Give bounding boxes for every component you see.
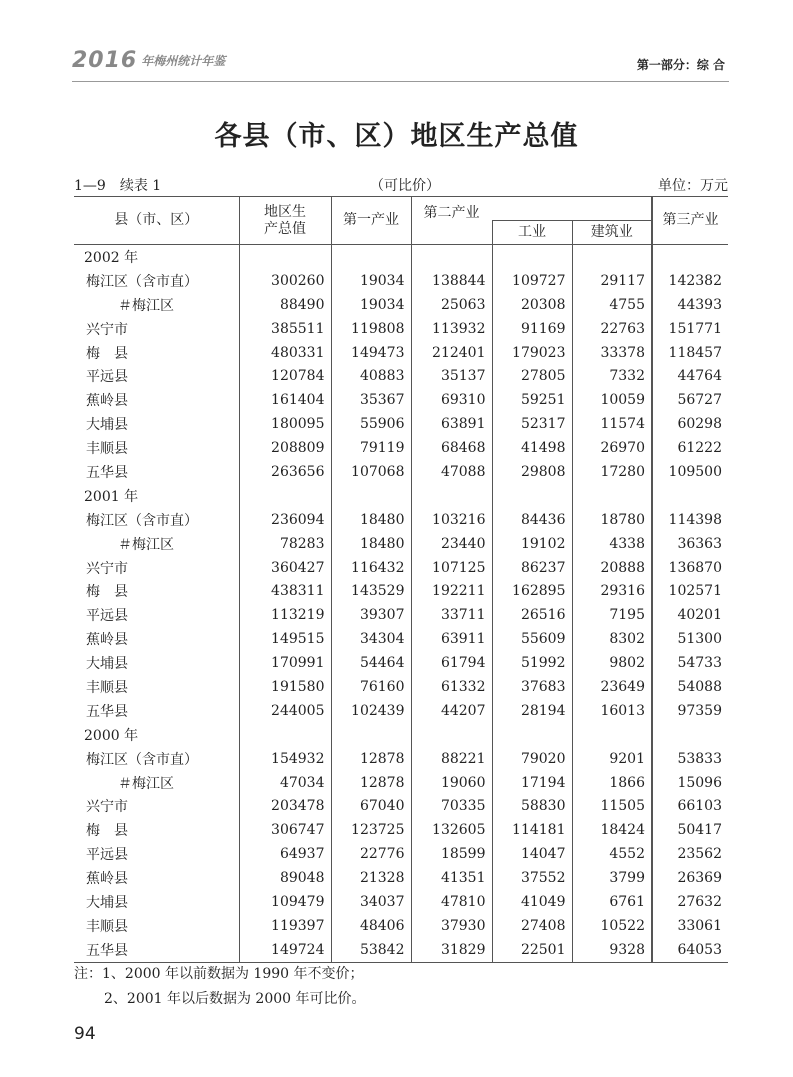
cell-industry: 27805 (492, 364, 572, 388)
cell-secondary: 61332 (411, 675, 492, 699)
cell-industry: 58830 (492, 794, 572, 818)
cell-secondary: 212401 (411, 341, 492, 365)
cell-secondary: 63911 (411, 627, 492, 651)
cell-tertiary: 66103 (652, 794, 728, 818)
cell-industry: 162895 (492, 579, 572, 603)
cell-tertiary: 56727 (652, 388, 728, 412)
cell-tertiary: 114398 (652, 508, 728, 532)
empty-cell (331, 723, 411, 747)
cell-primary: 102439 (331, 699, 411, 723)
cell-secondary: 69310 (411, 388, 492, 412)
cell-industry: 19102 (492, 532, 572, 556)
empty-cell (331, 245, 411, 269)
cell-region: ＃梅江区 (118, 536, 174, 553)
cell-tertiary: 44764 (652, 364, 728, 388)
table-row (74, 627, 728, 651)
cell-tertiary: 60298 (652, 412, 728, 436)
table-row (74, 771, 728, 795)
cell-gdp: 64937 (239, 842, 331, 866)
yearbook-title (72, 48, 225, 73)
section-label: 第一部分：综 合 (636, 58, 725, 72)
book-title: 年梅州统计年鉴 (141, 54, 226, 68)
cell-construction: 4552 (572, 842, 652, 866)
empty-cell (572, 245, 652, 269)
cell-primary: 149473 (331, 341, 411, 365)
cell-industry: 86237 (492, 556, 572, 580)
col-header-secondary-breakdown (492, 197, 652, 221)
cell-industry: 109727 (492, 269, 572, 293)
cell-primary: 34037 (331, 890, 411, 914)
cell-secondary: 107125 (411, 556, 492, 580)
empty-cell (411, 484, 492, 508)
cell-primary: 12878 (331, 747, 411, 771)
cell-secondary: 18599 (411, 842, 492, 866)
empty-cell (572, 723, 652, 747)
cell-region: 蕉岭县 (86, 871, 128, 888)
table-row (74, 579, 728, 603)
empty-cell (239, 245, 331, 269)
table-row (74, 341, 728, 365)
cell-primary: 76160 (331, 675, 411, 699)
cell-secondary: 61794 (411, 651, 492, 675)
cell-secondary: 31829 (411, 938, 492, 962)
table-row (74, 364, 728, 388)
cell-secondary: 103216 (411, 508, 492, 532)
page-title: 各县（市、区）地区生产总值 (214, 121, 579, 152)
cell-region: 蕉岭县 (86, 393, 128, 410)
cell-construction: 22763 (572, 317, 652, 341)
table-row (74, 460, 728, 484)
cell-gdp: 208809 (239, 436, 331, 460)
cell-primary: 22776 (331, 842, 411, 866)
cell-secondary: 70335 (411, 794, 492, 818)
empty-cell (492, 245, 572, 269)
cell-construction: 10059 (572, 388, 652, 412)
cell-construction: 11505 (572, 794, 652, 818)
cell-tertiary: 53833 (652, 747, 728, 771)
table-row (74, 794, 728, 818)
cell-gdp: 78283 (239, 532, 331, 556)
empty-cell (411, 723, 492, 747)
cell-construction: 26970 (572, 436, 652, 460)
cell-tertiary: 26369 (652, 866, 728, 890)
cell-region: 五华县 (86, 464, 128, 481)
cell-industry: 79020 (492, 747, 572, 771)
cell-gdp: 480331 (239, 341, 331, 365)
year-row (74, 723, 728, 747)
cell-region: ＃梅江区 (118, 775, 174, 792)
cell-industry: 59251 (492, 388, 572, 412)
cell-tertiary: 97359 (652, 699, 728, 723)
cell-construction: 18780 (572, 508, 652, 532)
table-row (74, 890, 728, 914)
empty-cell (492, 484, 572, 508)
cell-region: ＃梅江区 (118, 297, 174, 314)
cell-construction: 29117 (572, 269, 652, 293)
cell-construction: 33378 (572, 341, 652, 365)
cell-industry: 114181 (492, 818, 572, 842)
cell-gdp: 263656 (239, 460, 331, 484)
cell-secondary: 47810 (411, 890, 492, 914)
cell-industry: 37552 (492, 866, 572, 890)
cell-gdp: 203478 (239, 794, 331, 818)
cell-gdp: 149515 (239, 627, 331, 651)
cell-gdp: 113219 (239, 603, 331, 627)
cell-region: 兴宁市 (86, 560, 128, 577)
price-basis: （可比价） (370, 178, 440, 194)
cell-region: 五华县 (86, 942, 128, 959)
cell-tertiary: 54088 (652, 675, 728, 699)
footnote-2: 2、2001 年以后数据为 2000 年可比价。 (104, 991, 366, 1007)
cell-gdp: 88490 (239, 293, 331, 317)
cell-primary: 19034 (331, 269, 411, 293)
cell-construction: 3799 (572, 866, 652, 890)
cell-region: 丰顺县 (86, 441, 128, 458)
cell-industry: 179023 (492, 341, 572, 365)
table-row (74, 532, 728, 556)
cell-industry: 51992 (492, 651, 572, 675)
cell-primary: 18480 (331, 508, 411, 532)
cell-industry: 20308 (492, 293, 572, 317)
cell-region: 梅 县 (86, 345, 128, 362)
table-row (74, 388, 728, 412)
cell-secondary: 35137 (411, 364, 492, 388)
cell-construction: 18424 (572, 818, 652, 842)
header-divider (72, 81, 729, 82)
cell-region: 梅 县 (86, 823, 128, 840)
cell-construction: 4755 (572, 293, 652, 317)
col-header-industry: 工业 (492, 221, 572, 245)
cell-construction: 9328 (572, 938, 652, 962)
cell-primary: 143529 (331, 579, 411, 603)
cell-gdp: 180095 (239, 412, 331, 436)
col-header-primary: 第一产业 (331, 197, 411, 245)
footnotes (74, 962, 366, 1012)
cell-primary: 119808 (331, 317, 411, 341)
cell-gdp: 89048 (239, 866, 331, 890)
table-row (74, 269, 728, 293)
cell-primary: 55906 (331, 412, 411, 436)
page-number: 94 (74, 1024, 96, 1044)
table-row (74, 938, 728, 962)
col-header-secondary: 第二产业 (411, 197, 492, 245)
cell-tertiary: 136870 (652, 556, 728, 580)
cell-region: 平远县 (86, 369, 128, 386)
table-row (74, 747, 728, 771)
cell-construction: 23649 (572, 675, 652, 699)
cell-tertiary: 151771 (652, 317, 728, 341)
cell-primary: 34304 (331, 627, 411, 651)
empty-cell (411, 245, 492, 269)
cell-secondary: 33711 (411, 603, 492, 627)
cell-tertiary: 36363 (652, 532, 728, 556)
cell-tertiary: 142382 (652, 269, 728, 293)
cell-construction: 9201 (572, 747, 652, 771)
cell-gdp: 120784 (239, 364, 331, 388)
cell-gdp: 360427 (239, 556, 331, 580)
cell-primary: 123725 (331, 818, 411, 842)
cell-secondary: 113932 (411, 317, 492, 341)
table-row (74, 436, 728, 460)
cell-primary: 48406 (331, 914, 411, 938)
cell-gdp: 161404 (239, 388, 331, 412)
table-row (74, 675, 728, 699)
cell-primary: 35367 (331, 388, 411, 412)
cell-primary: 19034 (331, 293, 411, 317)
table-row (74, 699, 728, 723)
cell-region: 梅江区（含市直） (86, 512, 198, 529)
cell-region: 梅 县 (86, 584, 128, 601)
year-label: 2002 年 (84, 249, 139, 266)
cell-gdp: 47034 (239, 771, 331, 795)
cell-gdp: 149724 (239, 938, 331, 962)
cell-industry: 22501 (492, 938, 572, 962)
table-number: 1—9 续表 1 (74, 178, 162, 194)
cell-tertiary: 23562 (652, 842, 728, 866)
empty-cell (652, 723, 728, 747)
empty-cell (239, 723, 331, 747)
cell-region: 丰顺县 (86, 918, 128, 935)
cell-region: 五华县 (86, 703, 128, 720)
cell-industry: 41049 (492, 890, 572, 914)
cell-region: 梅江区（含市直） (86, 273, 198, 290)
cell-industry: 84436 (492, 508, 572, 532)
cell-tertiary: 118457 (652, 341, 728, 365)
cell-region: 大埔县 (86, 417, 128, 434)
cell-region: 大埔县 (86, 894, 128, 911)
year-label: 2000 年 (84, 727, 139, 744)
cell-gdp: 300260 (239, 269, 331, 293)
cell-secondary: 192211 (411, 579, 492, 603)
cell-industry: 28194 (492, 699, 572, 723)
cell-industry: 41498 (492, 436, 572, 460)
empty-cell (492, 723, 572, 747)
empty-cell (652, 245, 728, 269)
cell-gdp: 170991 (239, 651, 331, 675)
cell-tertiary: 102571 (652, 579, 728, 603)
table-row (74, 651, 728, 675)
cell-industry: 17194 (492, 771, 572, 795)
table-row (74, 842, 728, 866)
cell-secondary: 132605 (411, 818, 492, 842)
cell-tertiary: 33061 (652, 914, 728, 938)
cell-construction: 6761 (572, 890, 652, 914)
book-year: 2016 (72, 48, 138, 73)
cell-tertiary: 54733 (652, 651, 728, 675)
cell-construction: 20888 (572, 556, 652, 580)
empty-cell (652, 484, 728, 508)
cell-region: 大埔县 (86, 656, 128, 673)
cell-secondary: 23440 (411, 532, 492, 556)
footnote-1: 注：1、2000 年以前数据为 1990 年不变价； (74, 966, 364, 982)
cell-primary: 67040 (331, 794, 411, 818)
cell-region: 丰顺县 (86, 679, 128, 696)
cell-primary: 12878 (331, 771, 411, 795)
cell-gdp: 306747 (239, 818, 331, 842)
table-row (74, 293, 728, 317)
cell-primary: 18480 (331, 532, 411, 556)
table-row (74, 866, 728, 890)
cell-gdp: 191580 (239, 675, 331, 699)
cell-region: 兴宁市 (86, 799, 128, 816)
cell-gdp: 154932 (239, 747, 331, 771)
empty-cell (572, 484, 652, 508)
cell-region: 平远县 (86, 608, 128, 625)
table-row (74, 818, 728, 842)
cell-tertiary: 50417 (652, 818, 728, 842)
cell-primary: 39307 (331, 603, 411, 627)
cell-secondary: 19060 (411, 771, 492, 795)
cell-construction: 1866 (572, 771, 652, 795)
cell-secondary: 138844 (411, 269, 492, 293)
cell-primary: 54464 (331, 651, 411, 675)
cell-gdp: 244005 (239, 699, 331, 723)
cell-secondary: 44207 (411, 699, 492, 723)
table-caption (74, 175, 728, 195)
table-row (74, 508, 728, 532)
cell-tertiary: 109500 (652, 460, 728, 484)
cell-tertiary: 44393 (652, 293, 728, 317)
cell-construction: 7195 (572, 603, 652, 627)
table-row (74, 914, 728, 938)
gdp-table (74, 196, 728, 963)
cell-tertiary: 40201 (652, 603, 728, 627)
table-row (74, 556, 728, 580)
cell-industry: 55609 (492, 627, 572, 651)
cell-secondary: 37930 (411, 914, 492, 938)
cell-region: 蕉岭县 (86, 632, 128, 649)
cell-primary: 116432 (331, 556, 411, 580)
cell-secondary: 88221 (411, 747, 492, 771)
year-row (74, 484, 728, 508)
cell-region: 梅江区（含市直） (86, 751, 198, 768)
cell-construction: 29316 (572, 579, 652, 603)
cell-tertiary: 27632 (652, 890, 728, 914)
cell-construction: 17280 (572, 460, 652, 484)
cell-gdp: 438311 (239, 579, 331, 603)
col-header-construction: 建筑业 (572, 221, 652, 245)
cell-primary: 53842 (331, 938, 411, 962)
cell-tertiary: 61222 (652, 436, 728, 460)
cell-construction: 10522 (572, 914, 652, 938)
cell-industry: 29808 (492, 460, 572, 484)
cell-industry: 27408 (492, 914, 572, 938)
cell-gdp: 385511 (239, 317, 331, 341)
col-header-region: 县（市、区） (114, 212, 199, 228)
cell-construction: 7332 (572, 364, 652, 388)
cell-industry: 14047 (492, 842, 572, 866)
cell-industry: 91169 (492, 317, 572, 341)
unit-label: 单位：万元 (658, 178, 728, 194)
cell-industry: 26516 (492, 603, 572, 627)
cell-gdp: 119397 (239, 914, 331, 938)
cell-construction: 16013 (572, 699, 652, 723)
col-header-tertiary: 第三产业 (652, 197, 728, 245)
cell-secondary: 68468 (411, 436, 492, 460)
cell-tertiary: 51300 (652, 627, 728, 651)
cell-primary: 107068 (331, 460, 411, 484)
cell-primary: 21328 (331, 866, 411, 890)
cell-primary: 40883 (331, 364, 411, 388)
cell-secondary: 25063 (411, 293, 492, 317)
cell-industry: 52317 (492, 412, 572, 436)
col-header-gdp: 地区生产总值 (239, 197, 331, 245)
cell-construction: 4338 (572, 532, 652, 556)
cell-region: 兴宁市 (86, 321, 128, 338)
cell-secondary: 41351 (411, 866, 492, 890)
empty-cell (239, 484, 331, 508)
cell-industry: 37683 (492, 675, 572, 699)
cell-primary: 79119 (331, 436, 411, 460)
cell-secondary: 47088 (411, 460, 492, 484)
cell-construction: 8302 (572, 627, 652, 651)
cell-tertiary: 15096 (652, 771, 728, 795)
cell-gdp: 236094 (239, 508, 331, 532)
table-row (74, 317, 728, 341)
table-row (74, 412, 728, 436)
cell-construction: 9802 (572, 651, 652, 675)
year-label: 2001 年 (84, 488, 139, 505)
table-row (74, 603, 728, 627)
cell-tertiary: 64053 (652, 938, 728, 962)
empty-cell (331, 484, 411, 508)
cell-region: 平远县 (86, 847, 128, 864)
cell-secondary: 63891 (411, 412, 492, 436)
year-row (74, 245, 728, 269)
cell-construction: 11574 (572, 412, 652, 436)
cell-gdp: 109479 (239, 890, 331, 914)
